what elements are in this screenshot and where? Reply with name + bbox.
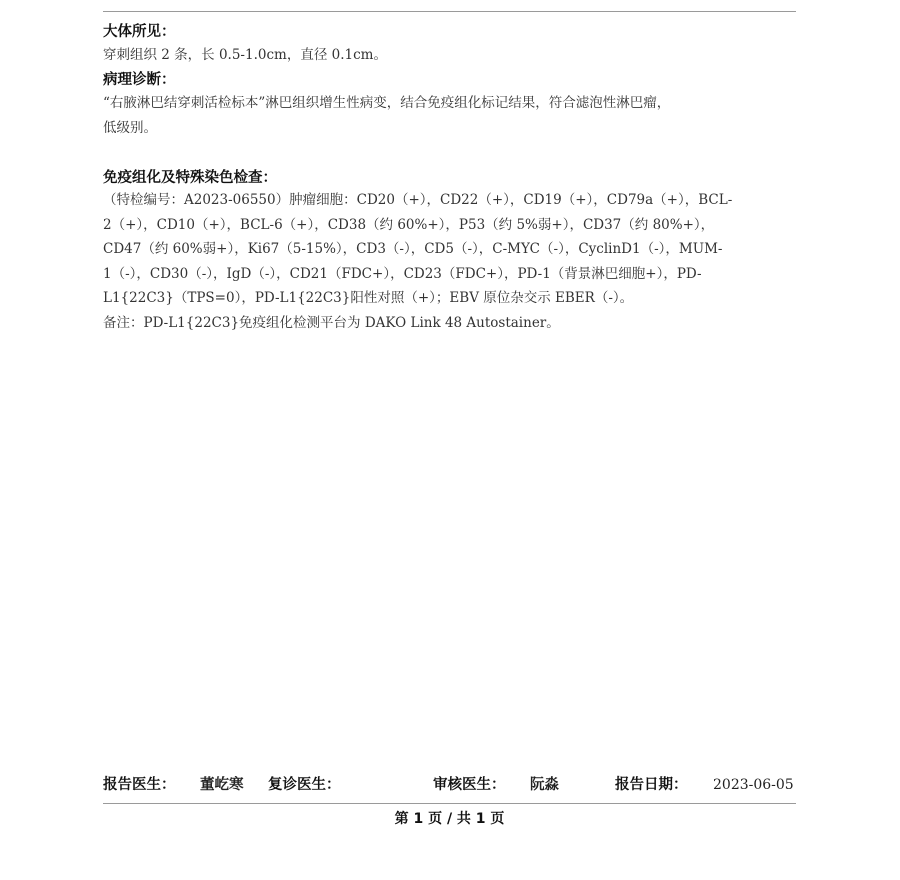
- ihc-line: 2（+），CD10（+），BCL-6（+），CD38（约 60%+），P53（约 5%弱+），CD37（约 80%+），: [103, 216, 715, 233]
- diagnosis-line: 低级别。: [103, 119, 157, 136]
- bottom-divider: [103, 803, 796, 804]
- audit-doctor-name: 阮淼: [530, 777, 559, 793]
- report-date-label: 报告日期：: [615, 777, 688, 793]
- diagnosis-line: “右腋淋巴结穿刺活检标本”淋巴组织增生性病变，结合免疫组化标记结果，符合滤泡性淋巴瘤，: [103, 95, 671, 111]
- report-doctor-label: 报告医生：: [103, 777, 176, 793]
- gross-findings-line: 穿刺组织 2 条，长 0.5-1.0cm，直径 0.1cm。: [103, 47, 387, 63]
- gross-findings-text: [103, 43, 796, 68]
- ihc-line: 1（-），CD30（-），IgD（-），CD21（FDC+），CD23（FDC+），PD-1（背景淋巴细胞+），PD-: [103, 265, 702, 282]
- pathology-diagnosis-text: [103, 91, 796, 140]
- ihc-heading: 免疫组化及特殊染色检查：: [103, 170, 277, 186]
- top-divider: [103, 11, 796, 12]
- audit-doctor-label: 审核医生：: [433, 777, 506, 793]
- ihc-results-text: [103, 188, 796, 335]
- signature-row: [103, 774, 796, 796]
- report-date: 2023-06-05: [713, 777, 794, 793]
- ihc-line: CD47（约 60%弱+），Ki67（5-15%），CD3（-），CD5（-），C-MYC（-），CyclinD1（-），MUM-: [103, 241, 723, 257]
- pathology-diagnosis-heading: 病理诊断：: [103, 72, 176, 88]
- ihc-remark-line: 备注：PD-L1{22C3}免疫组化检测平台为 DAKO Link 48 Autostainer。: [103, 314, 560, 331]
- ihc-line: （特检编号：A2023-06550）肿瘤细胞：CD20（+），CD22（+），CD19（+），CD79a（+），BCL-: [103, 192, 733, 208]
- review-doctor-label: 复诊医生：: [268, 777, 341, 793]
- ihc-line: L1{22C3}（TPS=0），PD-L1{22C3}阳性对照（+）；EBV 原位杂交示 EBER（-）。: [103, 290, 634, 306]
- page-indicator: 第 1 页 / 共 1 页: [394, 811, 505, 827]
- gross-findings-heading: 大体所见：: [103, 24, 176, 40]
- report-doctor-name: 董屹寒: [200, 777, 244, 793]
- report-page: [103, 0, 796, 880]
